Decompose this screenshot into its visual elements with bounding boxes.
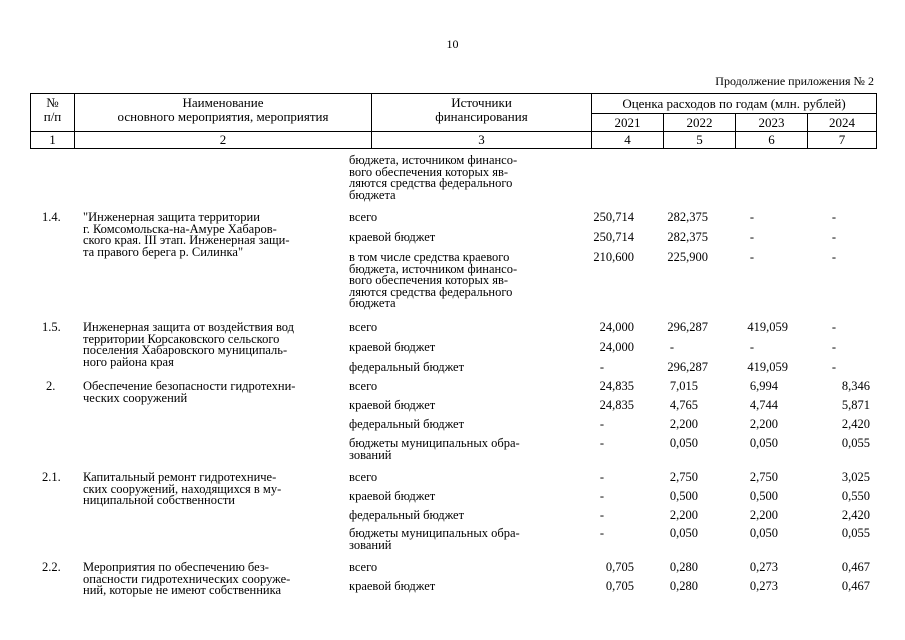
- item-name-line: Обеспечение безопасности гидротехни-: [83, 379, 296, 393]
- value-2021: 250,714: [593, 230, 634, 244]
- table-header: [30, 93, 877, 149]
- header-estimate-label: Оценка расходов по годам (млн. рублей): [622, 95, 846, 111]
- value-2024: -: [831, 340, 837, 354]
- value-2024: 0,467: [841, 579, 870, 593]
- item-name-line: ного района края: [83, 354, 174, 369]
- source-line: бюджета, источником финансо-: [349, 261, 518, 276]
- value-2021: 250,714: [593, 210, 634, 224]
- value-2021: -: [599, 417, 604, 431]
- source-line: зований: [349, 537, 392, 552]
- source-line: вого обеспечения которых яв-: [349, 164, 509, 179]
- column-number: 3: [372, 132, 592, 149]
- column-number: 7: [808, 132, 877, 149]
- value-2024: -: [831, 320, 837, 334]
- source-label: [349, 528, 520, 551]
- item-name-line: ских сооружений, находящихся в му-: [83, 481, 282, 496]
- value-2023: 0,050: [749, 526, 778, 540]
- source-label: федеральный бюджет: [349, 417, 465, 431]
- appendix-note: Продолжение приложения № 2: [715, 74, 874, 88]
- value-2023: 2,200: [749, 508, 778, 522]
- item-name: [83, 472, 281, 507]
- header-estimate-cell: [592, 94, 877, 114]
- item-name-line: г. Комсомольска-на-Амуре Хабаров-: [83, 221, 277, 236]
- source-label: [349, 438, 520, 461]
- value-2024: 5,871: [841, 398, 870, 412]
- value-2022: -: [669, 340, 675, 354]
- value-2021: -: [599, 508, 604, 522]
- value-2024: 3,025: [841, 470, 870, 484]
- value-2022: 282,375: [667, 230, 708, 244]
- header-num-cell: [31, 94, 75, 132]
- value-2024: 0,055: [841, 526, 870, 540]
- value-2022: 282,375: [667, 210, 708, 224]
- source-label: всего: [349, 320, 378, 334]
- item-number: 1.4.: [42, 210, 61, 224]
- item-name-line: ниципальной собственности: [83, 493, 235, 507]
- source-label: краевой бюджет: [349, 489, 436, 503]
- continuation-source-text: [349, 155, 517, 201]
- value-2024: -: [831, 230, 837, 244]
- value-2023: -: [749, 230, 755, 244]
- source-line: бюджета: [349, 187, 396, 202]
- source-line: бюджета, источником финансо-: [349, 153, 518, 167]
- value-2024: 2,420: [841, 417, 870, 431]
- value-2023: 0,273: [749, 560, 778, 574]
- value-2021: -: [599, 526, 604, 540]
- value-2023: -: [749, 340, 755, 354]
- value-2023: 419,059: [747, 360, 788, 374]
- item-name-line: опасности гидротехнических сооруже-: [83, 571, 291, 586]
- value-2022: 0,500: [669, 489, 698, 503]
- value-2023: 419,059: [747, 320, 788, 334]
- item-name-line: "Инженерная защита территории: [83, 210, 260, 224]
- value-2022: 0,280: [669, 579, 698, 593]
- source-line: бюджета: [349, 296, 396, 310]
- item-name-line: ского края. III этап. Инженерная защи-: [83, 233, 290, 247]
- source-label: федеральный бюджет: [349, 508, 465, 522]
- value-2023: 0,050: [749, 436, 778, 450]
- source-label: краевой бюджет: [349, 579, 436, 593]
- value-2024: -: [831, 250, 837, 264]
- source-label: [349, 252, 517, 310]
- header-year: 2023: [736, 114, 808, 132]
- source-line: бюджеты муниципальных обра-: [349, 526, 520, 540]
- value-2022: 2,750: [669, 470, 698, 484]
- source-line: зований: [349, 447, 392, 462]
- header-name-cell: [75, 94, 372, 132]
- value-2021: 24,000: [599, 320, 634, 334]
- value-2021: -: [599, 360, 604, 374]
- source-line: вого обеспечения которых яв-: [349, 273, 509, 287]
- value-2022: 0,280: [669, 560, 698, 574]
- value-2021: 210,600: [593, 250, 634, 264]
- header-num-label: №: [46, 95, 59, 110]
- header-source-label-2: финансирования: [435, 109, 528, 124]
- source-label: краевой бюджет: [349, 340, 436, 354]
- value-2021: 24,000: [599, 340, 634, 354]
- source-line: ляются средства федерального: [349, 284, 513, 299]
- value-2022: 2,200: [669, 508, 698, 522]
- source-label: краевой бюджет: [349, 398, 436, 412]
- value-2022: 0,050: [669, 436, 698, 450]
- value-2023: 4,744: [749, 398, 778, 412]
- item-number: 2.2.: [42, 560, 61, 574]
- value-2022: 296,287: [667, 360, 708, 374]
- item-name-line: поселения Хабаровского муниципаль-: [83, 343, 288, 357]
- value-2022: 0,050: [669, 526, 698, 540]
- item-number: 2.: [46, 379, 56, 393]
- source-label: федеральный бюджет: [349, 360, 465, 374]
- item-name: [83, 381, 295, 404]
- value-2022: 225,900: [667, 250, 708, 264]
- item-name-line: Мероприятия по обеспечению без-: [83, 560, 269, 574]
- value-2021: -: [599, 436, 604, 450]
- item-name-line: ний, которые не имеют собственника: [83, 583, 282, 597]
- value-2024: 8,346: [841, 379, 870, 393]
- source-label: всего: [349, 560, 378, 574]
- item-name-line: Капитальный ремонт гидротехниче-: [83, 470, 277, 484]
- item-number: 1.5.: [42, 320, 61, 334]
- value-2024: -: [831, 210, 837, 224]
- column-number: 5: [664, 132, 736, 149]
- column-number: 6: [736, 132, 808, 149]
- source-label: краевой бюджет: [349, 230, 436, 244]
- value-2021: 0,705: [605, 579, 634, 593]
- item-number: 2.1.: [42, 470, 61, 484]
- value-2023: -: [749, 210, 755, 224]
- column-number: 4: [592, 132, 664, 149]
- value-2023: 2,750: [749, 470, 778, 484]
- source-line: бюджеты муниципальных обра-: [349, 436, 520, 450]
- value-2023: 2,200: [749, 417, 778, 431]
- source-label: всего: [349, 379, 378, 393]
- value-2022: 4,765: [669, 398, 698, 412]
- value-2024: 0,550: [841, 489, 870, 503]
- value-2022: 7,015: [669, 379, 698, 393]
- value-2023: 0,273: [749, 579, 778, 593]
- source-line: в том числе средства краевого: [349, 250, 510, 264]
- value-2024: -: [831, 360, 837, 374]
- header-year: 2021: [592, 114, 664, 132]
- column-number: 1: [31, 132, 75, 149]
- header-year: 2024: [808, 114, 877, 132]
- value-2022: 296,287: [667, 320, 708, 334]
- header-num-label-2: п/п: [43, 109, 62, 124]
- value-2021: 0,705: [605, 560, 634, 574]
- value-2023: 0,500: [749, 489, 778, 503]
- header-name-label-2: основного мероприятия, мероприятия: [117, 109, 329, 124]
- item-name-line: Инженерная защита от воздействия вод: [83, 320, 295, 334]
- source-label: всего: [349, 470, 378, 484]
- item-name-line: ческих сооружений: [83, 390, 188, 405]
- source-label: всего: [349, 210, 378, 224]
- value-2021: 24,835: [599, 398, 634, 412]
- page-number: 10: [446, 37, 459, 51]
- column-number: 2: [75, 132, 372, 149]
- item-name: [83, 562, 290, 597]
- item-name: [83, 212, 290, 258]
- header-year: 2022: [664, 114, 736, 132]
- header-name-label: Наименование: [182, 95, 264, 110]
- value-2024: 2,420: [841, 508, 870, 522]
- item-name-line: та правого берега р. Силинка": [83, 244, 244, 259]
- value-2023: 6,994: [749, 379, 778, 393]
- value-2021: -: [599, 489, 604, 503]
- value-2021: 24,835: [599, 379, 634, 393]
- item-name-line: территории Корсаковского сельского: [83, 331, 280, 346]
- item-name: [83, 322, 294, 368]
- value-2022: 2,200: [669, 417, 698, 431]
- value-2023: -: [749, 250, 755, 264]
- header-source-label: Источники: [451, 95, 512, 110]
- value-2021: -: [599, 470, 604, 484]
- value-2024: 0,055: [841, 436, 870, 450]
- value-2024: 0,467: [841, 560, 870, 574]
- source-line: ляются средства федерального: [349, 176, 513, 190]
- header-source-cell: [372, 94, 592, 132]
